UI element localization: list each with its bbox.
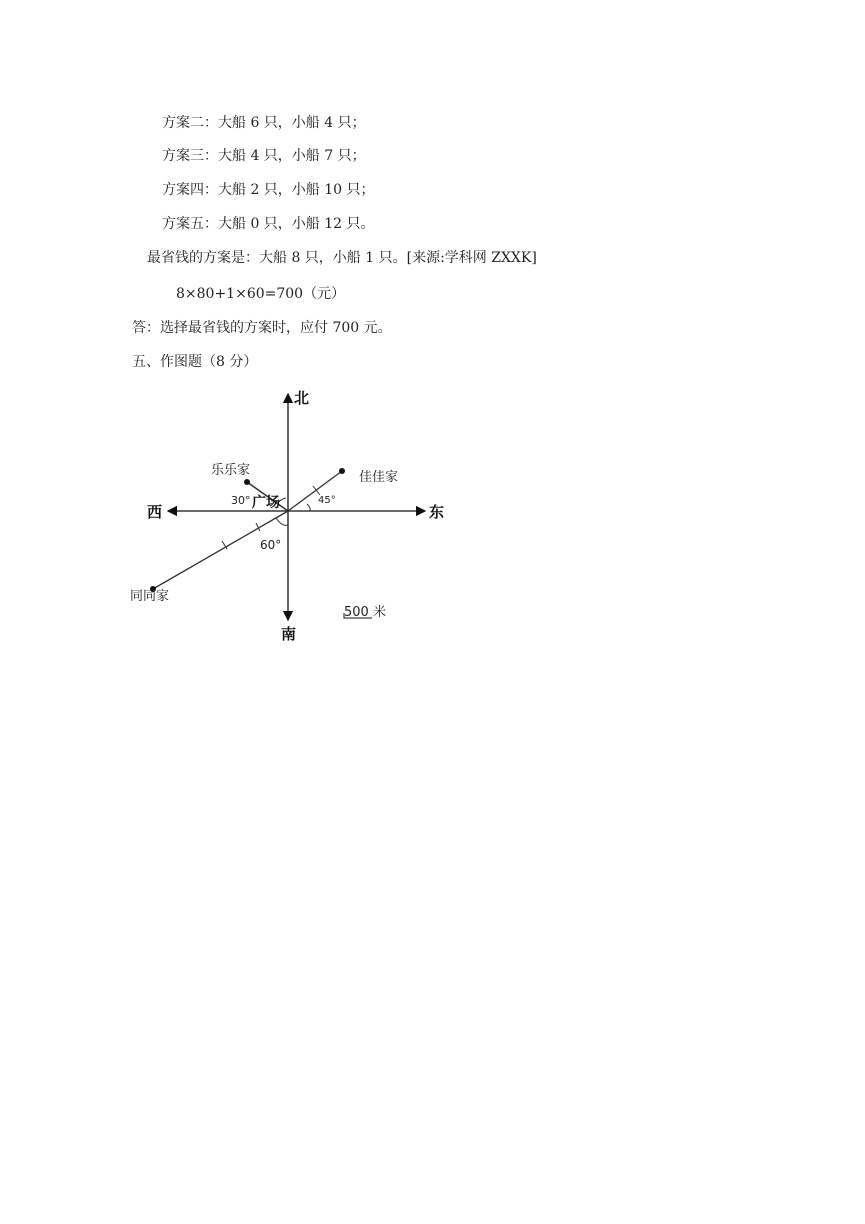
east-label: 东 [429, 503, 445, 521]
lele-home-label: 乐乐家 [211, 463, 251, 478]
angle-label-30: 30° [231, 494, 251, 507]
west-label: 西 [147, 503, 163, 521]
jiajia-home-point [339, 468, 345, 474]
direction-diagram [110, 380, 450, 645]
answer-text: 答：选择最省钱的方案时，应付 700 元。 [132, 320, 392, 336]
jiajia-home-label: 佳佳家 [359, 470, 399, 485]
angle-label-60: 60° [260, 538, 282, 552]
center-label: 广场 [252, 495, 280, 511]
plan-2-text: 方案二：大船 6 只，小船 4 只； [162, 115, 366, 131]
calculation-text: 8×80+1×60=700（元） [176, 286, 346, 302]
plan-3-text: 方案三：大船 4 只，小船 7 只； [162, 148, 366, 164]
section-five-heading: 五、作图题（8 分） [132, 354, 258, 370]
angle-arc-45 [307, 504, 310, 511]
angle-label-45: 45° [318, 495, 336, 506]
lele-home-point [244, 479, 250, 485]
plan-4-text: 方案四：大船 2 只，小船 10 只； [162, 182, 375, 198]
cheapest-plan-text: 最省钱的方案是：大船 8 只，小船 1 只。[来源:学科网 ZXXK] [147, 250, 537, 266]
scale-label: 500 米 [344, 605, 386, 620]
plan-5-text: 方案五：大船 0 只，小船 12 只。 [162, 216, 375, 232]
south-label: 南 [281, 625, 297, 643]
north-label: 北 [294, 389, 310, 407]
tongtong-home-label: 同同家 [130, 589, 170, 604]
angle-arc-60 [276, 518, 288, 525]
